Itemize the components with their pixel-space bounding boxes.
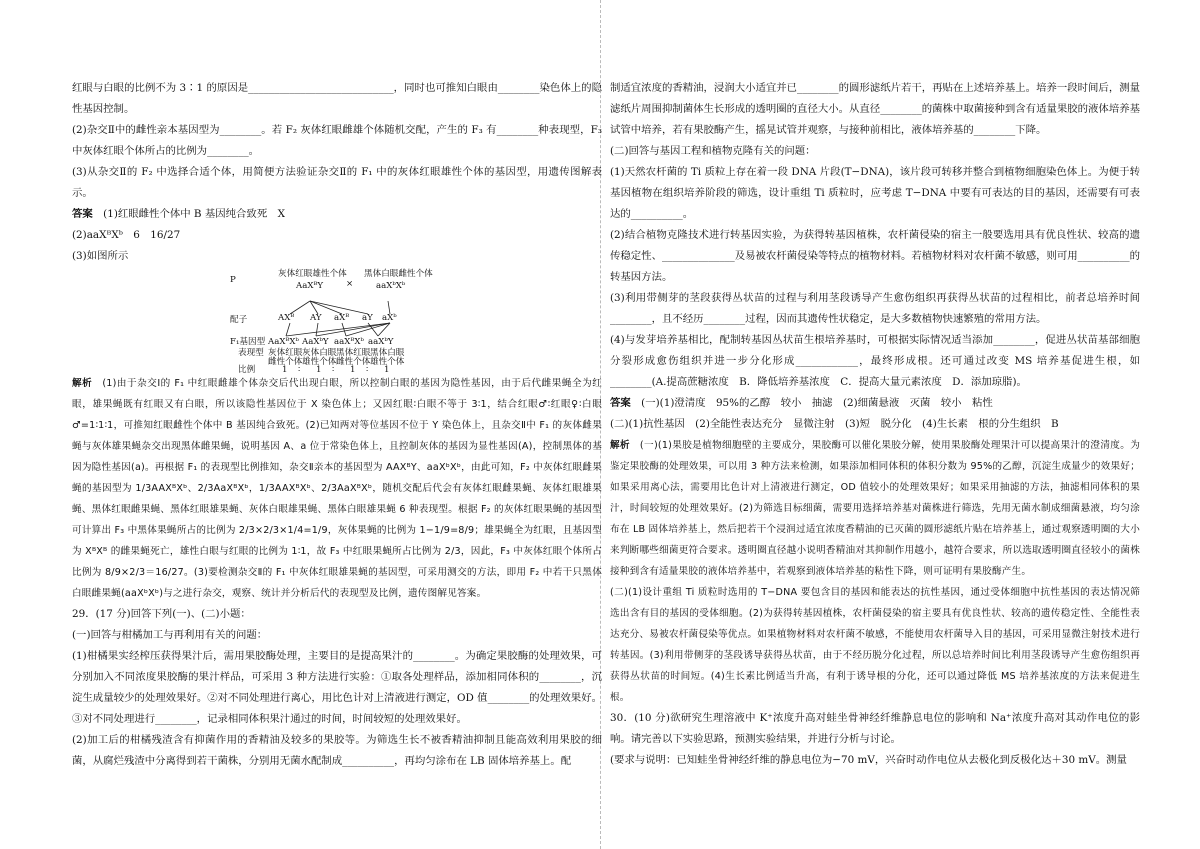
ratio-1: 1 [282,365,288,375]
answer-29-2: (二)(1)抗性基因 (2)全能性表达充分 显微注射 (3)短 脱分化 (4)生长素 根的分生组织 B [610,418,1059,430]
parent2-genotype: aaXᵇXᵇ [376,281,406,291]
gamete-1: AXᴮ [278,313,295,323]
answer-label: 答案 [72,208,93,220]
answer-29-label: 答案 [610,397,631,409]
gamete-2: AY [310,313,322,323]
parent2-phenotype: 黑体白眼雌性个体 [364,269,433,279]
f1-phenotype-1b: 雌性个体 [268,357,303,367]
question-29-part-2: (二)回答与基因工程和植物克隆有关的问题： [610,145,816,157]
ratio-colon-3: ∶ [366,365,369,375]
question-29-continued: 制适宜浓度的香精油，浸润大小适宜并已________的圆形滤纸片若干，再贴在上述培养基上。培养一段时间后，测量滤纸片周围抑制菌体生长形成的透明圈的直径大小。从直径________的菌株中取菌接种到含有适量果胶的液体培养基试管中培养，若有果胶酶产生，摇晃试管并观察，与接种前相比，液体培养基的________下降。 [610,82,1140,136]
parent1-genotype: AaXᴮY [296,281,324,291]
explanation-29-part-2: (二)(1)设计重组 Ti 质粒时选用的 T−DNA 要包含目的基因和能表达的抗性基因，通过受体细胞中抗性基因的表达情况筛选出含有目的基因的受体细胞。(2)为获得转基因植株，农杆菌侵染的宿主要具有优良性状、较高的遗传稳定性、全能性表达充分、易被农杆菌侵染等优点。如果植物材料对农杆菌不敏感，不能使用农杆菌导入目的基因，可采用显微注射技术进行转基因。(3)利用带侧芽的茎段诱导获得丛状苗，由于不经历脱分化过程，所以总培养时间比利用茎段诱导产生愈伤组织再获得丛状苗的时间短。(4)生长素比例适当升高，有利于诱导根的分化，还可以通过降低 MS 培养基浓度的方法来促进生根。 [610,587,1140,703]
question-part-2: (2)杂交Ⅱ中的雌性亲本基因型为________。若 F₂ 灰体红眼雌雄个体随机交配，产生的 F₃ 有________种表现型，F₃ 中灰体红眼个体所占的比例为________。 [72,124,602,157]
explanation-29-text-1: (一)(1)果胶是植物细胞壁的主要成分，果胶酶可以催化果胶分解，使用果胶酶处理果汁可以提高果汁的澄清度。为鉴定果胶酶的处理效果，可以用 3 种方法来检测，如果添加相同体积的体积分数为 95%的乙醇，沉淀生成量少的效果好；如果采用离心法，需要用比色计对上清液进行测定，OD 值较小的处理效果好；如果采用抽滤的方法，抽滤相同体积的果汁，时间较短的处理效果好。(2)为筛选目标细菌，需要用选择培养基对菌株进行筛选，先用无菌水制成细菌悬液，均匀涂布在 LB 固体培养基上，然后把若干个浸润过适宜浓度香精油的已灭菌的圆形滤纸片贴在培养基上，通过观察透明圈的大小来判断哪些细菌更符合要求。透明圈直径越小说明香精油对其抑制作用越小，越符合要求，所以选取透明圈直径较小的菌株接种到含有适量果胶的液体培养基中，若观察到液体培养基的粘性下降，则可证明有果胶酶产生。 [610,440,1141,577]
gamete-label: 配子 [230,315,248,325]
explanation-29-label: 解析 [610,440,630,451]
gamete-3: aXᴮ [334,313,350,323]
answer-2: (2)aaXᴮXᵇ 6 16/27 [72,229,181,241]
answer-line-1 [72,204,602,225]
question-29-part-2-sub-3: (3)利用带侧芽的茎段获得丛状苗的过程与利用茎段诱导产生愈伤组织再获得丛状苗的过程相比，前者总培养时间________，且不经历________过程，因而其遗传性状稳定，是大多数植物快速繁殖的常用方法。 [610,292,1140,325]
question-30-title: 30．(10 分)欲研究生理溶液中 K⁺浓度升高对蛙坐骨神经纤维静息电位的影响和 Na⁺浓度升高对其动作电位的影响。请完善以下实验思路，预测实验结果，并进行分析与讨论。 [610,712,1140,745]
ratio-3: 1 [350,365,356,375]
explanation-28 [72,373,602,604]
explanation-29-part-1 [610,435,1140,582]
answer-3: (3)如图所示 [72,250,129,262]
f1-genotype-3: aaXᴮXᵇ [334,337,364,347]
f1-genotype-1: AaXᴮXᵇ [268,337,299,347]
gamete-4: aY [362,313,373,323]
answer-1: (1)红眼雌性个体中 B 基因纯合致死 X [103,208,285,220]
diagram-p-label: P [230,275,236,285]
question-line-1: 红眼与白眼的比例不为 3∶1 的原因是____________________________，同时也可推知白眼由________染色体上的隐性基因控制。 [72,82,602,115]
explanation-text: (1)由于杂交Ⅰ的 F₁ 中红眼雌雄个体杂交后代出现白眼，所以控制白眼的基因为隐性基因，由于后代雌果蝇全为红眼，雄果蝇既有红眼又有白眼，所以该隐性基因位于 X 染色体上；又因红眼∶白眼不等于 3∶1，结合红眼♂∶红眼♀∶白眼♂=1∶1∶1，可推知红眼雌性个体中 B 基因纯合致死。(2)已知两对等位基因不位于 Y 染色体上，且杂交Ⅱ中 F₁ 的灰体雌果蝇与灰体雄果蝇杂交出现黑体雌果蝇，说明基因 A、a 位于常染色体上，且控制灰体的基因为显性基因(A)，控制黑体的基因为隐性基因(a)。再根据 F₁ 的表现型比例推知，杂交Ⅱ亲本的基因型为 AAXᴮY、aaXᵇXᵇ，由此可知，F₂ 中灰体红眼雌果蝇的基因型为 1/3AAXᴮXᵇ、2/3AaXᴮXᵇ，1/3AAXᴮXᵇ、2/3AaXᴮXᵇ，随机交配后代会有灰体红眼雌果蝇、灰体红眼雄果蝇、黑体红眼雌果蝇、黑体红眼雄果蝇、灰体白眼雄果蝇、黑体白眼雄果蝇 6 种表现型。根据 F₂ 的灰体红眼果蝇的基因型可计算出 F₃ 中黑体果蝇所占的比例为 2/3×2/3×1/4=1/9，灰体果蝇的比例为 1−1/9=8/9；雄果蝇全为红眼，且基因型为 XᴮXᴮ 的雌果蝇死亡，雄性白眼与红眼的比例为 1∶1，故 F₃ 中红眼果蝇所占比例为 2/3，因此，F₃ 中灰体红眼个体所占比例为 8/9×2/3＝16/27。(3)要检测杂交Ⅱ的 F₁ 中灰体红眼雄果蝇的基因型，可采用测交的方法，即用 F₂ 中若干只黑体白眼雌果蝇(aaXᵇXᵇ)与之进行杂交，观察、统计并分析后代的表现型及比例，遗传图解见答案。 [72,378,603,599]
question-30-note: (要求与说明：已知蛙坐骨神经纤维的静息电位为−70 mV，兴奋时动作电位从去极化到反极化达＋30 mV。测量 [610,754,1127,766]
question-29-part-2-sub-4: (4)与发芽培养基相比，配制转基因丛状苗生根培养基时，可根据实际情况适当添加________，促进丛状苗基部细胞分裂形成愈伤组织并进一步分化形成____________，最终形成根。还可通过改变 MS 培养基促进生根，如________(A.提高蔗糖浓度 B．降低培养基浓度 C．提高大量元素浓度 D．添加琼脂)。 [610,334,1140,388]
f1-phenotype-3a: 黑体红眼 [336,348,371,358]
f1-phenotype-2a: 灰体白眼 [302,348,337,358]
question-29-part-1: (一)回答与柑橘加工与再利用有关的问题： [72,629,268,641]
question-29-sub-1: (1)柑橘果实经榨压获得果汁后，需用果胶酶处理，主要目的是提高果汁的________。为确定果胶酶的处理效果，可分别加入不同浓度果胶酶的果汁样品，可采用 3 种方法进行实验：①取各处理样品，添加相同体积的________，沉淀生成量较少的处理效果好。②对不同处理进行离心，用比色计对上清液进行测定，OD 值________的处理效果好。③对不同处理进行________，记录相同体积果汁通过的时间，时间较短的处理效果好。 [72,650,602,725]
f1-phenotype-1a: 灰体红眼 [268,348,303,358]
ratio-colon-1: ∶ [298,365,301,375]
question-part-3: (3)从杂交Ⅱ的 F₂ 中选择合适个体，用简便方法验证杂交Ⅱ的 F₁ 中的灰体红眼雄性个体的基因型，用遗传图解表示。 [72,166,602,199]
f1-phenotype-2b: 雄性个体 [302,357,337,367]
cross-symbol: × [346,279,354,289]
ratio-label: 比例 [238,365,256,375]
genetic-diagram [72,269,602,373]
gamete-5: aXᵇ [382,313,397,323]
f1-genotype-label: F₁基因型 [230,337,266,347]
answer-29-line-1 [610,393,1140,414]
f1-genotype-2: AaXᵇY [302,337,329,347]
ratio-2: 1 [316,365,322,375]
f1-genotype-4: aaXᵇY [368,337,394,347]
ratio-colon-2: ∶ [332,365,335,375]
explanation-label: 解析 [72,378,93,389]
right-column [610,78,1140,771]
question-29-part-2-sub-2: (2)结合植物克隆技术进行转基因实验，为获得转基因植株，农杆菌侵染的宿主一般要选用具有优良性状、较高的遗传稳定性、______________及易被农杆菌侵染等特点的植物材料。若植物材料对农杆菌不敏感，则可用__________的转基因方法。 [610,229,1140,283]
parent1-phenotype: 灰体红眼雄性个体 [278,269,347,279]
left-column [72,78,602,772]
question-29-sub-2: (2)加工后的柑橘残渣含有抑菌作用的香精油及较多的果胶等。为筛选生长不被香精油抑制且能高效利用果胶的细菌，从腐烂残渣中分离得到若干菌株，分别用无菌水配制成__________，再均匀涂布在 LB 固体培养基上。配 [72,734,602,767]
question-29-part-2-sub-1: (1)天然农杆菌的 Ti 质粒上存在着一段 DNA 片段(T−DNA)，该片段可转移并整合到植物细胞染色体上。为便于转基因植物在组织培养阶段的筛选，设计重组 Ti 质粒时，应考虑 T−DNA 中要有可表达的目的基因，还需要有可表达的__________。 [610,166,1140,220]
phenotype-label: 表现型 [238,348,264,358]
answer-29-1: (一)(1)澄清度 95%的乙醇 较小 抽滤 (2)细菌悬液 灭菌 较小 粘性 [641,397,993,409]
f1-phenotype-4b: 雄性个体 [370,357,405,367]
f1-phenotype-4a: 黑体白眼 [370,348,405,358]
ratio-4: 1 [384,365,390,375]
question-29-title: 29．(17 分)回答下列(一)、(二)小题： [72,608,251,620]
f1-phenotype-3b: 雌性个体 [336,357,371,367]
